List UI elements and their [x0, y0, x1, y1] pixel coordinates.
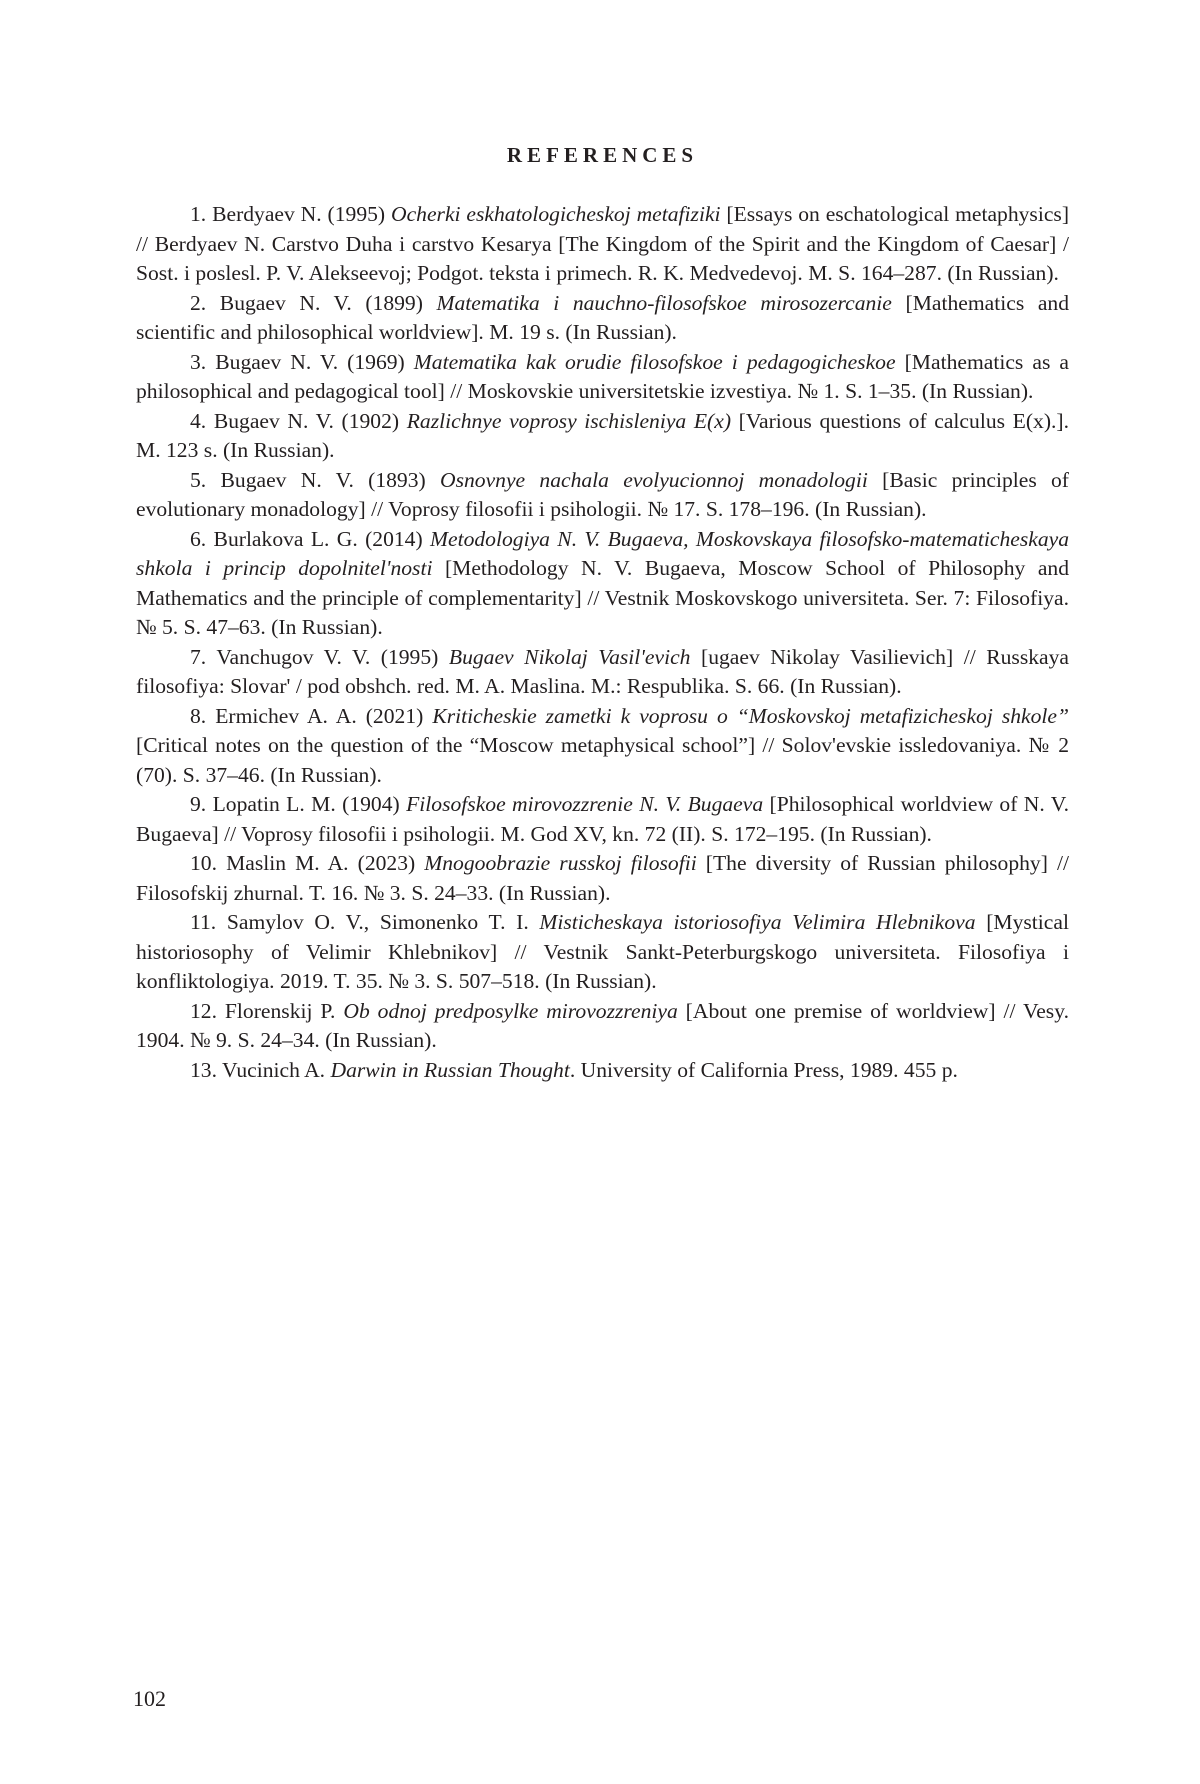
- reference-number: 10.: [190, 851, 217, 875]
- reference-details: [About one premise of worldview] // Vesy. 1904. № 9. S. 24–34. (In Russian).: [136, 999, 1069, 1053]
- reference-title: Mnogoobrazie russkoj filosofii: [424, 851, 696, 875]
- reference-details: [Essays on eschatological metaphysics] // Berdyaev N. Carstvo Duha i carstvo Kesarya [The Kingdom of the Spirit and the Kingdom of Caesar] / Sost. i poslesl. P. V. Alekseevoj; Podgot. teksta i primech. R. K. Medvedevoj. M. S. 164–287. (In Russian).: [136, 202, 1069, 285]
- reference-title: Matematika kak orudie filosofskoe i pedagogicheskoe: [414, 350, 896, 374]
- reference-details: [ugaev Nikolay Vasilievich] // Russkaya filosofiya: Slovar' / pod obshch. red. M. A. Maslina. M.: Respublika. S. 66. (In Russian).: [136, 645, 1069, 699]
- reference-number: 7.: [190, 645, 206, 669]
- reference-authors: Lopatin L. M. (1904): [213, 792, 407, 816]
- reference-item: [136, 643, 1069, 702]
- reference-list: [136, 200, 1069, 1085]
- reference-number: 11.: [190, 910, 216, 934]
- reference-number: 6.: [190, 527, 206, 551]
- reference-details: [Mathematics and scientific and philosophical worldview]. M. 19 s. (In Russian).: [136, 291, 1069, 345]
- reference-details: [Various questions of calculus E(x).]. M. 123 s. (In Russian).: [136, 409, 1069, 463]
- document-page: [0, 0, 1200, 1784]
- reference-item: [136, 790, 1069, 849]
- reference-authors: Bugaev N. V. (1899): [220, 291, 437, 315]
- reference-title: Osnovnye nachala evolyucionnoj monadologii: [440, 468, 868, 492]
- reference-title: Metodologiya N. V. Bugaeva, Moskovskaya filosofsko-matematicheskaya shkola i princip dopolnitel'nosti: [136, 527, 1069, 581]
- reference-authors: Burlakova L. G. (2014): [214, 527, 430, 551]
- reference-item: [136, 702, 1069, 791]
- reference-title: Razlichnye voprosy ischisleniya E(x): [407, 409, 731, 433]
- reference-number: 5.: [190, 468, 206, 492]
- reference-title: Darwin in Russian Thought: [330, 1058, 569, 1082]
- reference-authors: Bugaev N. V. (1969): [215, 350, 414, 374]
- reference-details: [Mathematics as a philosophical and pedagogical tool] // Moskovskie universitetskie izvestiya. № 1. S. 1–35. (In Russian).: [136, 350, 1069, 404]
- reference-details: [Critical notes on the question of the “Moscow metaphysical school”] // Solov'evskie issledovaniya. № 2 (70). S. 37–46. (In Russian).: [136, 733, 1069, 787]
- reference-title: Misticheskaya istoriosofiya Velimira Hlebnikova: [539, 910, 975, 934]
- reference-details: [Methodology N. V. Bugaeva, Moscow School of Philosophy and Mathematics and the principle of complementarity] // Vestnik Moskovskogo universiteta. Ser. 7: Filosofiya. № 5. S. 47–63. (In Russian).: [136, 556, 1069, 639]
- page-number: 102: [133, 1686, 166, 1712]
- reference-title: Bugaev Nikolaj Vasil'evich: [449, 645, 691, 669]
- reference-title: Ob odnoj predposylke mirovozzreniya: [343, 999, 677, 1023]
- references-heading: REFERENCES: [136, 143, 1069, 168]
- reference-item: [136, 348, 1069, 407]
- reference-number: 4.: [190, 409, 206, 433]
- reference-title: Matematika i nauchno-filosofskoe mirosozercanie: [437, 291, 892, 315]
- reference-authors: Samylov O. V., Simonenko T. I.: [227, 910, 540, 934]
- reference-authors: Florenskij P.: [225, 999, 343, 1023]
- reference-authors: Maslin M. A. (2023): [226, 851, 424, 875]
- reference-authors: Ermichev A. A. (2021): [215, 704, 432, 728]
- reference-number: 12.: [190, 999, 217, 1023]
- reference-number: 13.: [190, 1058, 217, 1082]
- reference-title: Ocherki eskhatologicheskoj metafiziki: [391, 202, 721, 226]
- reference-number: 8.: [190, 704, 206, 728]
- reference-item: [136, 289, 1069, 348]
- reference-authors: Bugaev N. V. (1902): [214, 409, 407, 433]
- reference-authors: Bugaev N. V. (1893): [221, 468, 440, 492]
- reference-authors: Berdyaev N. (1995): [212, 202, 391, 226]
- reference-item: [136, 407, 1069, 466]
- reference-details: [Basic principles of evolutionary monadology] // Voprosy filosofii i psihologii. № 17. S. 178–196. (In Russian).: [136, 468, 1069, 522]
- reference-details: [Mystical historiosophy of Velimir Khlebnikov] // Vestnik Sankt-Peterburgskogo universiteta. Filosofiya i konfliktologiya. 2019. T. 35. № 3. S. 507–518. (In Russian).: [136, 910, 1069, 993]
- reference-number: 9.: [190, 792, 206, 816]
- reference-item: [136, 849, 1069, 908]
- reference-item: [136, 997, 1069, 1056]
- reference-number: 1.: [190, 202, 206, 226]
- reference-item: [136, 200, 1069, 289]
- reference-number: 3.: [190, 350, 206, 374]
- reference-title: Filosofskoe mirovozzrenie N. V. Bugaeva: [406, 792, 763, 816]
- reference-item: [136, 908, 1069, 997]
- reference-item: [136, 1056, 1069, 1086]
- reference-authors: Vanchugov V. V. (1995): [216, 645, 449, 669]
- reference-title: Kriticheskie zametki k voprosu o “Moskovskoj metafizicheskoj shkole”: [432, 704, 1069, 728]
- reference-authors: Vucinich A.: [222, 1058, 330, 1082]
- reference-details: . University of California Press, 1989. 455 p.: [570, 1058, 958, 1082]
- reference-details: [Philosophical worldview of N. V. Bugaeva] // Voprosy filosofii i psihologii. M. God XV, kn. 72 (II). S. 172–195. (In Russian).: [136, 792, 1069, 846]
- reference-details: [The diversity of Russian philosophy] // Filosofskij zhurnal. T. 16. № 3. S. 24–33. (In Russian).: [136, 851, 1069, 905]
- reference-item: [136, 525, 1069, 643]
- reference-number: 2.: [190, 291, 206, 315]
- reference-item: [136, 466, 1069, 525]
